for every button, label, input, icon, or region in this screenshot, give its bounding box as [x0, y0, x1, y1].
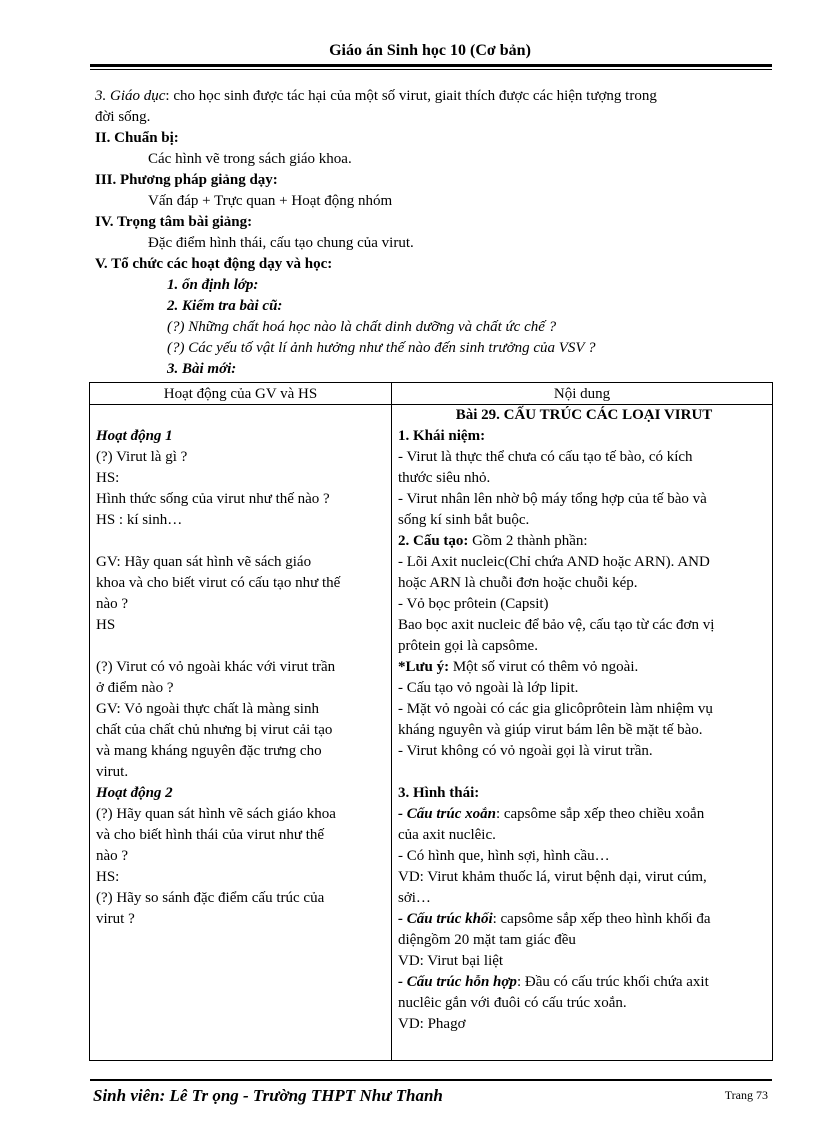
activity-line: (?) Virut là gì ?: [96, 449, 188, 465]
activity-line: [96, 531, 388, 552]
step-class-stabilize: 1. ổn định lớp:: [167, 277, 259, 293]
content-line: kháng nguyên và giúp virut bám lên bề mặt tế bào.: [398, 722, 703, 738]
content-line: diệngồm 20 mặt tam giác đều: [398, 932, 576, 948]
activity-1-title: Hoạt động 1: [96, 428, 173, 444]
activity-line: GV: Vỏ ngoài thực chất là màng sinh: [96, 701, 319, 717]
content-line: - Virut nhân lên nhờ bộ máy tổng hợp của tế bào và: [398, 491, 707, 507]
activity-line: ở điểm nào ?: [96, 680, 174, 696]
activity-line: nào ?: [96, 596, 129, 612]
cubic-label: - Cấu trúc khối: [398, 911, 493, 927]
content-line: - Virut là thực thể chưa có cấu tạo tế bào, có kích: [398, 449, 693, 465]
section-preparation-text: Các hình vẽ trong sách giáo khoa.: [148, 151, 352, 167]
activity-line: (?) Virut có vỏ ngoài khác với virut trần: [96, 659, 336, 675]
content-column: [398, 405, 770, 1035]
header-rule-thin: [90, 69, 772, 70]
structure-title-rest: Gồm 2 thành phần:: [468, 533, 588, 549]
step-old-lesson-check: 2. Kiểm tra bài cũ:: [167, 298, 283, 314]
footer-page-number: Trang 73: [724, 1088, 768, 1102]
content-line: - Có hình que, hình sợi, hình cầu…: [398, 848, 610, 864]
education-text-cont: đời sống.: [95, 109, 151, 125]
lesson-table: [89, 382, 773, 1061]
content-line: - Cấu tạo vỏ ngoài là lớp lipit.: [398, 680, 579, 696]
mixed-label: - Cấu trúc hỗn hợp: [398, 974, 517, 990]
table-column-divider: [391, 383, 392, 1060]
content-line: - Virut không có vỏ ngoài gọi là virut trần.: [398, 743, 653, 759]
content-line: - Mặt vỏ ngoài có các gia glicôprôtein làm nhiệm vụ: [398, 701, 713, 717]
note-line: [398, 657, 770, 678]
activity-2-title: Hoạt động 2: [96, 785, 173, 801]
activity-line: HS: [96, 617, 116, 633]
activity-line: (?) Hãy so sánh đặc điểm cấu trúc của: [96, 890, 325, 906]
content-line: VD: Phagơ: [398, 1016, 466, 1032]
activity-line: và mang kháng nguyên đặc trưng cho: [96, 743, 322, 759]
activity-line: và cho biết hình thái của virut như thế: [96, 827, 325, 843]
content-line: prôtein gọi là capsôme.: [398, 638, 538, 654]
mixed-structure-line: [398, 972, 770, 993]
activity-line: nào ?: [96, 848, 129, 864]
note-text: Một số virut có thêm vỏ ngoài.: [449, 659, 639, 675]
content-line: VD: Virut khảm thuốc lá, virut bệnh dại, virut cúm,: [398, 869, 707, 885]
content-line: VD: Virut bại liệt: [398, 953, 504, 969]
section-method-title: III. Phương pháp giảng dạy:: [95, 172, 278, 188]
morphology-title: 3. Hình thái:: [398, 785, 480, 801]
note-label: *Lưu ý:: [398, 659, 450, 675]
activity-line: virut ?: [96, 911, 135, 927]
review-question-1: (?) Những chất hoá học nào là chất dinh dưỡng và chất ức chế ?: [167, 319, 557, 335]
structure-heading: [398, 531, 770, 552]
helical-text: : capsôme sắp xếp theo chiều xoắn: [495, 806, 705, 822]
activity-line: HS : kí sinh…: [96, 512, 183, 528]
page-header-title: Giáo án Sinh học 10 (Cơ bản): [329, 42, 531, 59]
activity-line: virut.: [96, 764, 129, 780]
education-objective: [95, 86, 767, 107]
intro-section: [95, 86, 767, 380]
content-line: thước siêu nhỏ.: [398, 470, 491, 486]
section-activities-title: V. Tổ chức các hoạt động dạy và học:: [95, 256, 333, 272]
table-header-activities: Hoạt động của GV và HS: [163, 386, 318, 402]
activity-line: GV: Hãy quan sát hình vẽ sách giáo: [96, 554, 312, 570]
mixed-text: : Đầu có cấu trúc khối chứa axit: [516, 974, 709, 990]
activities-column: [96, 426, 388, 930]
content-line: Bao bọc axit nucleic để bảo vệ, cấu tạo từ các đơn vị: [398, 617, 715, 633]
content-line: hoặc ARN là chuỗi đơn hoặc chuỗi kép.: [398, 575, 638, 591]
activity-line: Hình thức sống của virut như thế nào ?: [96, 491, 330, 507]
footer-rule: [90, 1079, 772, 1081]
cubic-structure-line: [398, 909, 770, 930]
content-line: nuclêic gắn với đuôi có cấu trúc xoắn.: [398, 995, 627, 1011]
activity-line: (?) Hãy quan sát hình vẽ sách giáo khoa: [96, 806, 336, 822]
table-header-content: Nội dung: [553, 386, 611, 402]
section-method-text: Vấn đáp + Trực quan + Hoạt động nhóm: [148, 193, 393, 209]
activity-line: [96, 636, 388, 657]
education-text: : cho học sinh được tác hại của một số virut, giait thích được các hiện tượng trong: [165, 88, 657, 104]
activity-line: khoa và cho biết virut có cấu tạo như thế: [96, 575, 341, 591]
lesson-title: Bài 29. CẤU TRÚC CÁC LOẠI VIRUT: [455, 407, 713, 423]
spacer: [398, 762, 770, 783]
content-line: của axit nuclêic.: [398, 827, 496, 843]
review-question-2: (?) Các yếu tố vật lí ảnh hưởng như thế nào đến sinh trưởng của VSV ?: [167, 340, 596, 356]
education-label: 3. Giáo dục: [95, 88, 166, 104]
content-line: sống kí sinh bắt buộc.: [398, 512, 530, 528]
cubic-text: : capsôme sắp xếp theo hình khối đa: [492, 911, 711, 927]
section-focus-text: Đặc điểm hình thái, cấu tạo chung của virut.: [148, 235, 414, 251]
activity-line: HS:: [96, 470, 120, 486]
footer-author: Sinh viên: Lê Tr ọng - Trường THPT Như Thanh: [93, 1086, 443, 1105]
section-focus-title: IV. Trọng tâm bài giảng:: [95, 214, 253, 230]
helical-structure-line: [398, 804, 770, 825]
activity-line: HS:: [96, 869, 120, 885]
activity-line: chất của chất chủ nhưng bị virut cải tạo: [96, 722, 333, 738]
content-line: - Vỏ bọc prôtein (Capsit): [398, 596, 549, 612]
structure-title: 2. Cấu tạo:: [398, 533, 469, 549]
header-rule-thick: [90, 64, 772, 67]
step-new-lesson: 3. Bài mới:: [167, 361, 237, 377]
helical-label: - Cấu trúc xoắn: [398, 806, 496, 822]
content-line: sởi…: [398, 890, 431, 906]
concept-title: 1. Khái niệm:: [398, 428, 486, 444]
content-line: - Lõi Axit nucleic(Chỉ chứa AND hoặc ARN). AND: [398, 554, 710, 570]
section-preparation-title: II. Chuẩn bị:: [95, 130, 179, 146]
